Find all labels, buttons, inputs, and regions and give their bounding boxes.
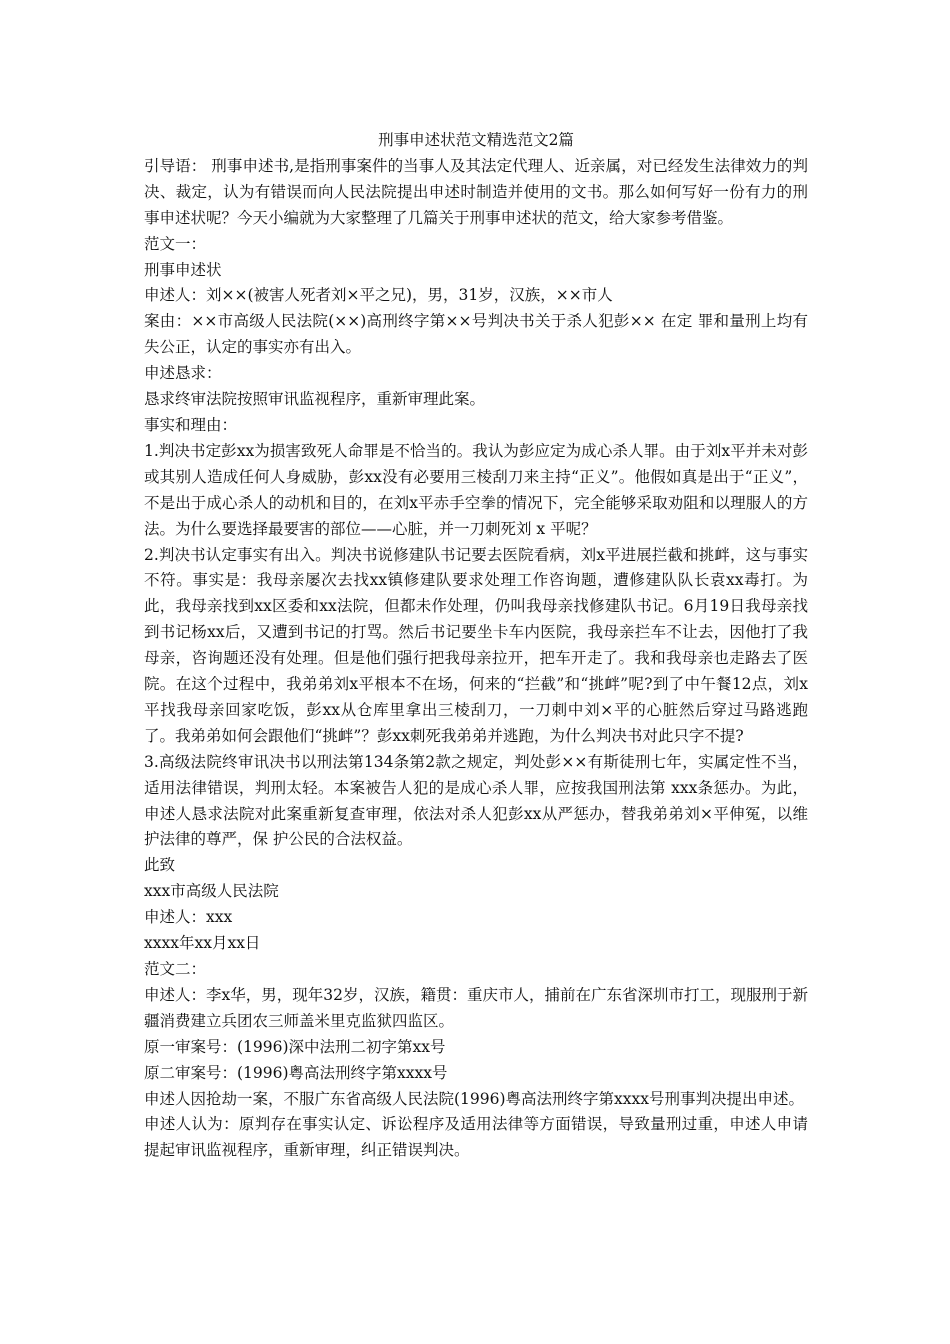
closing-salutation: 此致 — [144, 856, 176, 875]
petition-title: 刑事申述状 — [144, 260, 222, 279]
intro-paragraph: 引导语： 刑事申述书,是指刑事案件的当事人及其法定代理人、近亲属，对已经发生法律效力的判决、裁定，认为有错误而向人民法院提出申述时制造并使用的文书。那么如何写好一份有力的刑事申述状呢？今天小编就为大家整理了几篇关于刑事申述状的范文，给大家参考借鉴。 — [144, 156, 808, 227]
document-page — [144, 128, 808, 1164]
first-instance-case-no: 原一审案号：(1996)深中法刑二初字第xx号 — [144, 1037, 446, 1056]
signature-date: xxxx年xx月xx日 — [144, 934, 261, 953]
sample-one-heading: 范文一： — [144, 234, 207, 253]
petitioner-line: 申述人：刘××(被害人死者刘×平之兄)，男，31岁，汉族，××市人 — [144, 286, 613, 305]
reason-paragraph-3: 3.高级法院终审讯决书以刑法第134条第2款之规定，判处彭××有斯徒刑七年，实属定性不当，适用法律错误，判刑太轻。本案被告人犯的是成心杀人罪，应按我国刑法第 xxx条惩办。为此，申述人恳求法院对此案重新复查审理，依法对杀人犯彭xx从严惩办，替我弟弟刘×平伸冤，以维护法律的尊严，保 护公民的合法权益。 — [144, 752, 808, 849]
reason-paragraph-2: 2.判决书认定事实有出入。判决书说修建队书记要去医院看病，刘x平进展拦截和挑衅，这与事实不符。事实是：我母亲屡次去找xx镇修建队要求处理工作咨询题，遭修建队队长袁xx毒打。为此，我母亲找到xx区委和xx法院，但都未作处理，仍叫我母亲找修建队书记。6月19日我母亲找到书记杨xx后，又遭到书记的打骂。然后书记要坐卡车内医院，我母亲拦车不让去，因他打了我母亲，咨询题还没有处理。但是他们强行把我母亲拉开，把车开走了。我和我母亲也走路去了医院。在这个过程中，我弟弟刘x平根本不在场，何来的“拦截”和“挑衅”呢?到了中午餐12点，刘x平找我母亲回家吃饭，彭xx从仓库里拿出三棱刮刀，一刀刺中刘×平的心脏然后穿过马路逃跑了。我弟弟如何会跟他们“挑衅”？彭xx刺死我弟弟并逃跑，为什么判决书对此只字不提? — [144, 545, 808, 745]
reason-paragraph-1: 1.判决书定彭xx为损害致死人命罪是不恰当的。我认为彭应定为成心杀人罪。由于刘x平并未对彭或其别人造成任何人身威胁，彭xx没有必要用三棱刮刀来主持“正义”。他假如真是出于“正义”，不是出于成心杀人的动机和目的，在刘x平赤手空拳的情况下，完全能够采取劝阻和以理服人的方法。为什么要选择最要害的部位——心脏，并一刀刺死刘 x 平呢？ — [144, 441, 808, 538]
petitioner-two-paragraph: 申述人：李x华，男，现年32岁，汉族，籍贯：重庆市人，捕前在广东省深圳市打工，现服刑于新疆消费建立兵团农三师盖米里克监狱四监区。 — [144, 985, 808, 1030]
case-cause-paragraph: 案由：××市高级人民法院(××)高刑终字第××号判决书关于杀人犯彭×× 在定 罪和量刑上均有失公正，认定的事实亦有出入。 — [144, 312, 808, 357]
request-heading: 申述恳求： — [144, 364, 222, 383]
petitioner-opinion: 申述人认为：原判存在事实认定、诉讼程序及适用法律等方面错误，导致量刑过重，申述人申请提起审讯监视程序，重新审理，纠正错误判决。 — [144, 1115, 808, 1160]
addressee-court: xxx市高级人民法院 — [144, 882, 279, 901]
sample-two-heading: 范文二： — [144, 960, 207, 978]
facts-heading: 事实和理由： — [144, 415, 238, 434]
request-paragraph: 恳求终审法院按照审讯监视程序，重新审理此案。 — [144, 390, 486, 409]
appeal-statement: 申述人因抢劫一案，不服广东省高级人民法院(1996)粤高法刑终字第xxxx号刑事判决提出申述。 — [144, 1089, 805, 1108]
second-instance-case-no: 原二审案号：(1996)粤高法刑终字第xxxx号 — [144, 1063, 448, 1082]
document-title: 刑事申述状范文精选范文2篇 — [378, 131, 574, 149]
signature-petitioner: 申述人：xxx — [144, 908, 233, 927]
